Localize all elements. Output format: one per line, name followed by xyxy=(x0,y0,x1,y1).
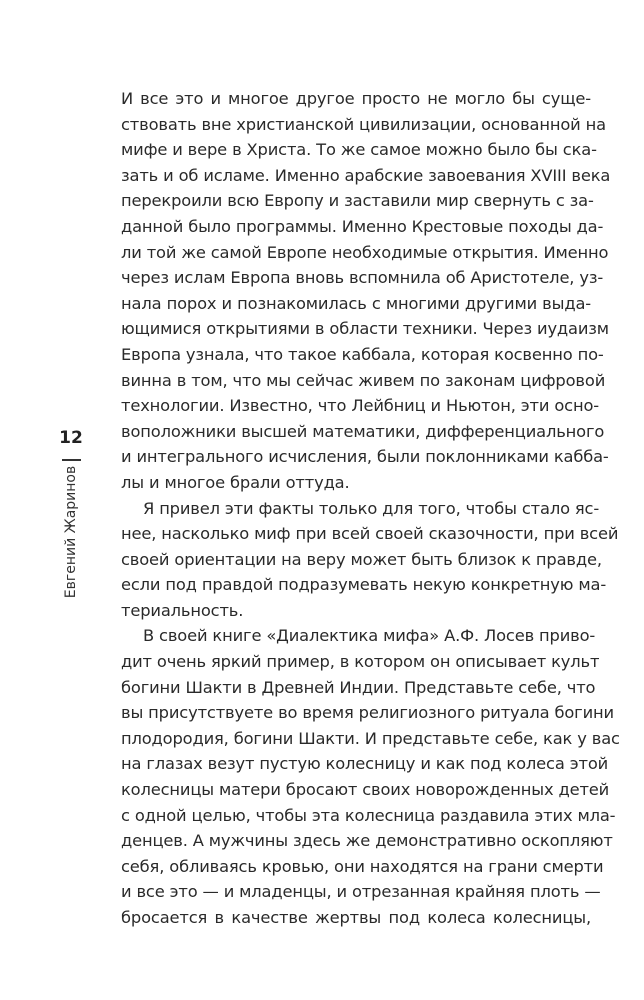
text-line: и интегрального исчисления, были поклонниками кабба- xyxy=(121,447,609,467)
paragraph xyxy=(121,496,619,624)
text-line: териальность. xyxy=(121,600,244,620)
paragraph xyxy=(121,623,620,930)
text-line: денцев. А мужчины здесь же демонстративно оскопляют xyxy=(121,831,613,851)
text-line: нее, насколько миф при всей своей сказочности, при всей xyxy=(121,524,619,544)
text-line: перекроили всю Европу и заставили мир свернуть с за- xyxy=(121,191,594,211)
text-line: мифе и вере в Христа. То же самое можно было бы ска- xyxy=(121,140,597,160)
page-number-rule xyxy=(62,459,81,461)
text-line: винна в том, что мы сейчас живем по законам цифровой xyxy=(121,370,606,390)
text-line: воположники высшей математики, дифференциального xyxy=(121,421,605,441)
text-line: Я привел эти факты только для того, чтобы стало яс- xyxy=(143,498,600,518)
text-line: себя, обливаясь кровью, они находятся на грани смерти xyxy=(121,856,604,876)
text-line: если под правдой подразумевать некую конкретную ма- xyxy=(121,575,607,595)
paragraph xyxy=(121,86,611,496)
text-line: ли той же самой Европе необходимые открытия. Именно xyxy=(121,242,609,262)
text-line: своей ориентации на веру может быть близок к правде, xyxy=(121,549,602,569)
text-line: технологии. Известно, что Лейбниц и Ньютон, эти осно- xyxy=(121,396,599,416)
text-line: бросается в качестве жертвы под колеса колесницы, xyxy=(121,908,591,927)
page-number: 12 xyxy=(59,428,83,448)
text-line: И все это и многое другое просто не могло бы суще- xyxy=(121,89,591,108)
text-line: Европа узнала, что такое каббала, которая косвенно по- xyxy=(121,344,604,364)
text-line: богини Шакти в Древней Индии. Представьте себе, что xyxy=(121,677,596,697)
text-line: на глазах везут пустую колесницу и как под колеса этой xyxy=(121,754,609,774)
running-head-author: Евгений Жаринов xyxy=(63,465,79,599)
body-text xyxy=(121,86,620,931)
text-line: плодородия, богини Шакти. И представьте себе, как у вас xyxy=(121,728,620,748)
text-line: с одной целью, чтобы эта колесница раздавила этих мла- xyxy=(121,805,616,825)
text-line: ющимися открытиями в области техники. Через иудаизм xyxy=(121,319,609,339)
text-line: через ислам Европа вновь вспомнила об Аристотеле, уз- xyxy=(121,268,604,288)
text-line: данной было программы. Именно Крестовые походы да- xyxy=(121,216,604,236)
text-line: дит очень яркий пример, в котором он описывает культ xyxy=(121,652,600,672)
text-line: вы присутствуете во время религиозного ритуала богини xyxy=(121,703,614,723)
text-line: зать и об исламе. Именно арабские завоевания XVIII века xyxy=(121,165,611,185)
text-line: ствовать вне христианской цивилизации, основанной на xyxy=(121,114,606,134)
text-line: нала порох и познакомилась с многими другими выда- xyxy=(121,293,591,313)
text-line: колесницы матери бросают своих новорожденных детей xyxy=(121,780,610,800)
text-line: и все это — и младенцы, и отрезанная крайняя плоть — xyxy=(121,882,601,902)
text-line: лы и многое брали оттуда. xyxy=(121,472,350,492)
text-line: В своей книге «Диалектика мифа» А.Ф. Лосев приво- xyxy=(143,626,596,646)
